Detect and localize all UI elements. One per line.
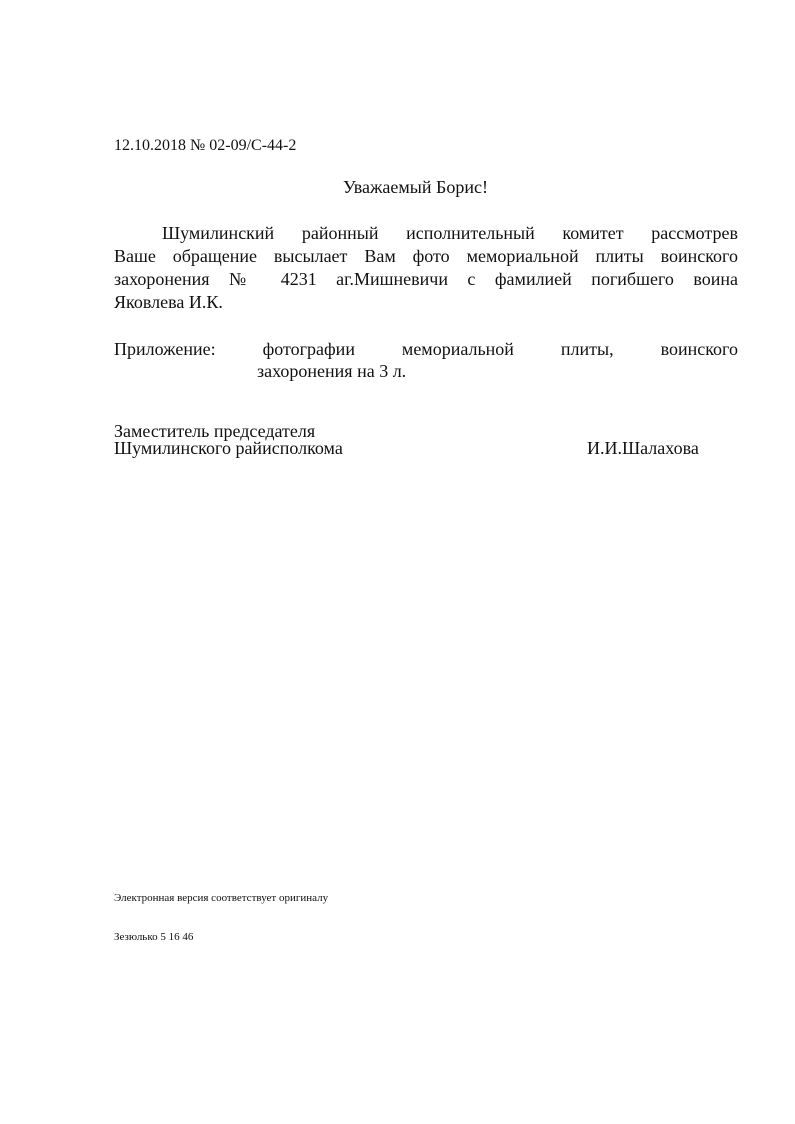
attachment-word: воинского	[660, 339, 738, 359]
body-line: захоронения № 4231 аг.Мишневичи с фамилией погибшего воина	[114, 269, 738, 289]
body-line: Шумилинский районный исполнительный комитет рассмотрев	[162, 223, 738, 243]
attachment-label: Приложение:	[114, 339, 216, 359]
attachment-word: мемориальной	[401, 339, 514, 359]
greeting: Уважаемый Борис!	[343, 177, 488, 197]
signatory-title-line2: Шумилинского райисполкома	[114, 438, 343, 458]
body-line: Ваше обращение высылает Вам фото мемориальной плиты воинского	[114, 246, 738, 266]
signatory-title-line1: Заместитель председателя	[114, 421, 316, 441]
attachment-line2: захоронения на 3 л.	[257, 361, 407, 381]
attachment-block	[114, 338, 738, 382]
letter-body	[114, 222, 738, 314]
attachment-word: фотографии	[262, 339, 355, 359]
body-line: Яковлева И.К.	[114, 292, 223, 312]
executor-info: Зезюлько 5 16 46	[114, 931, 194, 943]
attachment-word: плиты,	[560, 339, 614, 359]
signatory-name: И.И.Шалахова	[587, 438, 699, 458]
registration-number: 12.10.2018 № 02-09/С-44-2	[114, 137, 297, 154]
electronic-version-note: Электронная версия соответствует оригиналу	[114, 892, 329, 904]
